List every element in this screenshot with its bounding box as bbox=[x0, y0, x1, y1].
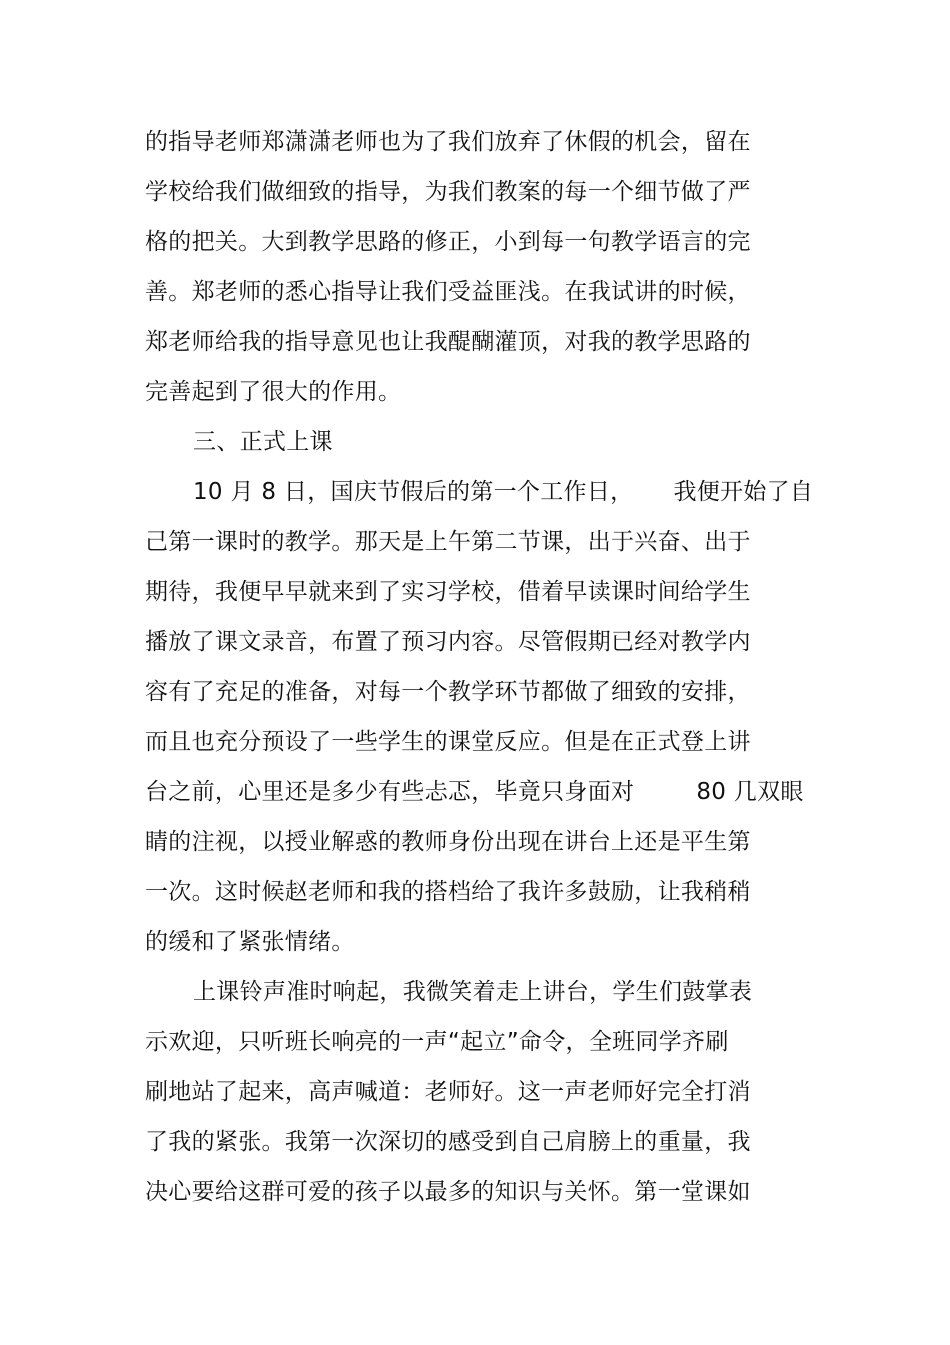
paragraph-line: 而且也充分预设了一些学生的课堂反应。但是在正式登上讲 bbox=[145, 729, 751, 755]
paragraph-line: 了我的紧张。我第一次深切的感受到自己肩膀上的重量，我 bbox=[145, 1129, 751, 1155]
line-segment: 台之前，心里还是多少有些忐忑，毕竟只身面对 bbox=[145, 779, 635, 805]
paragraph-line: 刷地站了起来，高声喊道：老师好。这一声老师好完全打消 bbox=[145, 1079, 751, 1105]
paragraph-line: 完善起到了很大的作用。 bbox=[145, 379, 402, 405]
line-segment: 我便开始了自 bbox=[673, 479, 814, 505]
paragraph-line: 学校给我们做细致的指导，为我们教案的每一个细节做了严 bbox=[145, 179, 751, 205]
paragraph-line: 睛的注视，以授业解惑的教师身份出现在讲台上还是平生第 bbox=[145, 829, 751, 855]
paragraph-line: 格的把关。大到教学思路的修正，小到每一句教学语言的完 bbox=[145, 229, 751, 255]
paragraph-line: 示欢迎，只听班长响亮的一声“起立”命令，全班同学齐刷 bbox=[145, 1029, 729, 1055]
paragraph-line: 郑老师给我的指导意见也让我醍醐灌顶，对我的教学思路的 bbox=[145, 329, 751, 355]
paragraph-first-line bbox=[193, 477, 813, 507]
paragraph-line: 决心要给这群可爱的孩子以最多的知识与关怀。第一堂课如 bbox=[145, 1179, 751, 1205]
paragraph-line: 容有了充足的准备，对每一个教学环节都做了细致的安排， bbox=[145, 679, 751, 705]
paragraph-line bbox=[145, 777, 804, 807]
paragraph-first-line: 上课铃声准时响起，我微笑着走上讲台，学生们鼓掌表 bbox=[193, 979, 753, 1005]
paragraph-line: 的指导老师郑潇潇老师也为了我们放弃了休假的机会，留在 bbox=[145, 129, 751, 155]
paragraph-line: 一次。这时候赵老师和我的搭档给了我许多鼓励，让我稍稍 bbox=[145, 879, 751, 905]
paragraph-line: 期待，我便早早就来到了实习学校，借着早读课时间给学生 bbox=[145, 579, 751, 605]
paragraph-line: 善。郑老师的悉心指导让我们受益匪浅。在我试讲的时候， bbox=[145, 279, 751, 305]
paragraph-line: 播放了课文录音，布置了预习内容。尽管假期已经对教学内 bbox=[145, 629, 751, 655]
line-segment: 10 月 8 日，国庆节假后的第一个工作日， bbox=[193, 479, 634, 505]
section-heading: 三、正式上课 bbox=[193, 429, 333, 455]
paragraph-line: 己第一课时的教学。那天是上午第二节课，出于兴奋、出于 bbox=[145, 529, 751, 555]
line-segment: 80 几双眼 bbox=[696, 779, 804, 805]
paragraph-line: 的缓和了紧张情绪。 bbox=[145, 929, 355, 955]
